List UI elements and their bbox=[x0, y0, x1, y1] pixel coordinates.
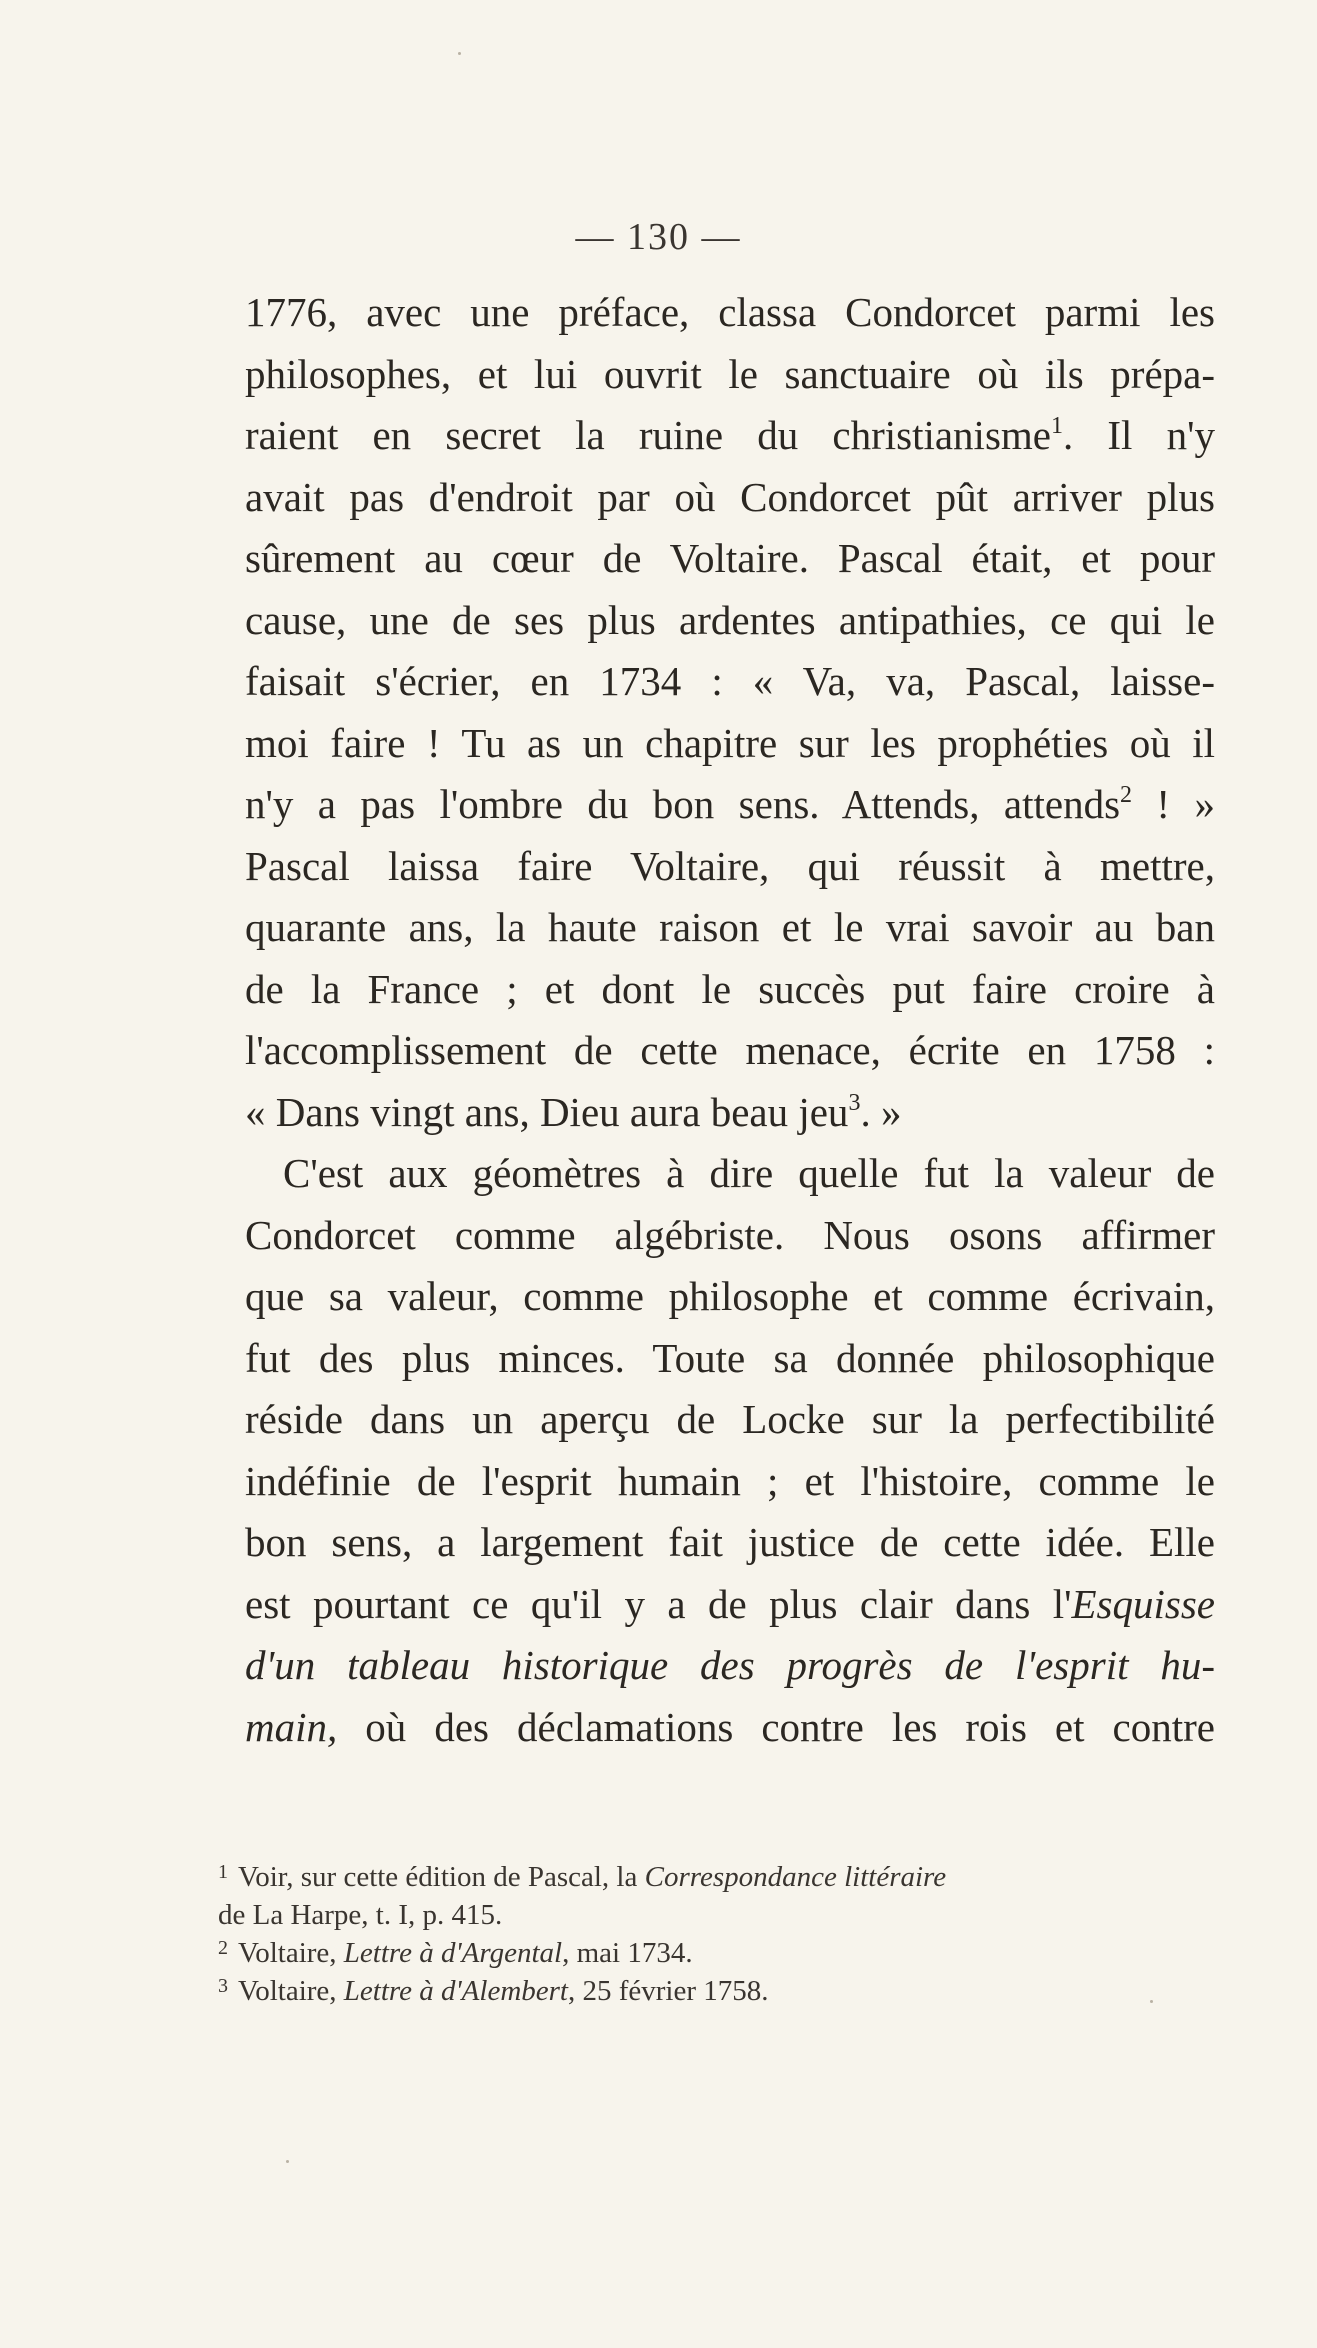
footnote-1-continuation: de La Harpe, t. I, p. 415. bbox=[218, 1899, 503, 1931]
paragraph-start-line: C'est aux géomètres à dire quelle fut la valeur de bbox=[283, 1150, 1215, 1196]
text-line: avait pas d'endroit par où Condorcet pût arriver plus bbox=[245, 473, 1215, 520]
text-line: de la France ; et dont le succès put faire croire à bbox=[245, 965, 1215, 1012]
text-line: que sa valeur, comme philosophe et comme écrivain, bbox=[245, 1273, 1215, 1319]
book-title-line: d'un tableau historique des progrès de l'esprit hu- bbox=[245, 1642, 1215, 1688]
body-text bbox=[245, 282, 1215, 1758]
text-line: cause, une de ses plus ardentes antipathies, ce qui le bbox=[245, 596, 1215, 643]
book-title: Esquisse bbox=[1071, 1580, 1215, 1627]
page-number: — 130 — bbox=[575, 216, 742, 258]
paper-speck bbox=[458, 52, 461, 55]
text-line: Condorcet comme algébriste. Nous osons affirmer bbox=[245, 1211, 1215, 1258]
text-line: bon sens, a largement fait justice de cette idée. Elle bbox=[245, 1519, 1215, 1565]
text-line: réside dans un aperçu de Locke sur la perfectibilité bbox=[245, 1396, 1215, 1442]
footnote-ref: 2 bbox=[1120, 782, 1133, 808]
text-line: 1776, avec une préface, classa Condorcet parmi les bbox=[245, 289, 1215, 335]
text-line: indéfinie de l'esprit humain ; et l'histoire, comme le bbox=[245, 1457, 1215, 1504]
footnote-ref: 3 bbox=[848, 1089, 861, 1116]
text-line: faisait s'écrier, en 1734 : « Va, va, Pascal, laisse- bbox=[245, 658, 1215, 704]
footnotes bbox=[218, 1858, 1218, 2010]
text-line: n'y a pas l'ombre du bon sens. Attends, attends$^2$ ! » bbox=[245, 781, 1215, 827]
text-line: main, où des déclamations contre les rois et contre bbox=[245, 1703, 1215, 1750]
text-line: moi faire ! Tu as un chapitre sur les prophéties où il bbox=[245, 719, 1215, 766]
text-line: l'accomplissement de cette menace, écrite en 1758 : bbox=[245, 1027, 1215, 1073]
footnote-3: $^3$ Voltaire, Lettre à d'Alembert, 25 février 1758. bbox=[218, 1975, 769, 2007]
text-line: philosophes, et lui ouvrit le sanctuaire où ils prépa- bbox=[245, 350, 1215, 397]
text-line: quarante ans, la haute raison et le vrai savoir au ban bbox=[245, 904, 1215, 950]
paper-speck bbox=[1150, 2000, 1153, 2003]
paper-speck bbox=[286, 2160, 289, 2163]
footnote-2: $^2$ Voltaire, Lettre à d'Argental, mai 1734. bbox=[218, 1937, 693, 1969]
text-line: fut des plus minces. Toute sa donnée philosophique bbox=[245, 1334, 1215, 1381]
footnote-1: $^1$ Voir, sur cette édition de Pascal, la Correspondance littéraire bbox=[218, 1861, 947, 1893]
text-line: Pascal laissa faire Voltaire, qui réussit à mettre, bbox=[245, 842, 1215, 889]
footnote-ref: 1 bbox=[1051, 413, 1063, 439]
text-line: est pourtant ce qu'il y a de plus clair dans l'Esquisse bbox=[245, 1580, 1215, 1627]
text-line: sûrement au cœur de Voltaire. Pascal était, et pour bbox=[245, 535, 1215, 581]
text-line: raient en secret la ruine du christianisme$^1$. Il n'y bbox=[245, 412, 1215, 458]
text-line: « Dans vingt ans, Dieu aura beau jeu$^3$. » bbox=[245, 1088, 902, 1135]
